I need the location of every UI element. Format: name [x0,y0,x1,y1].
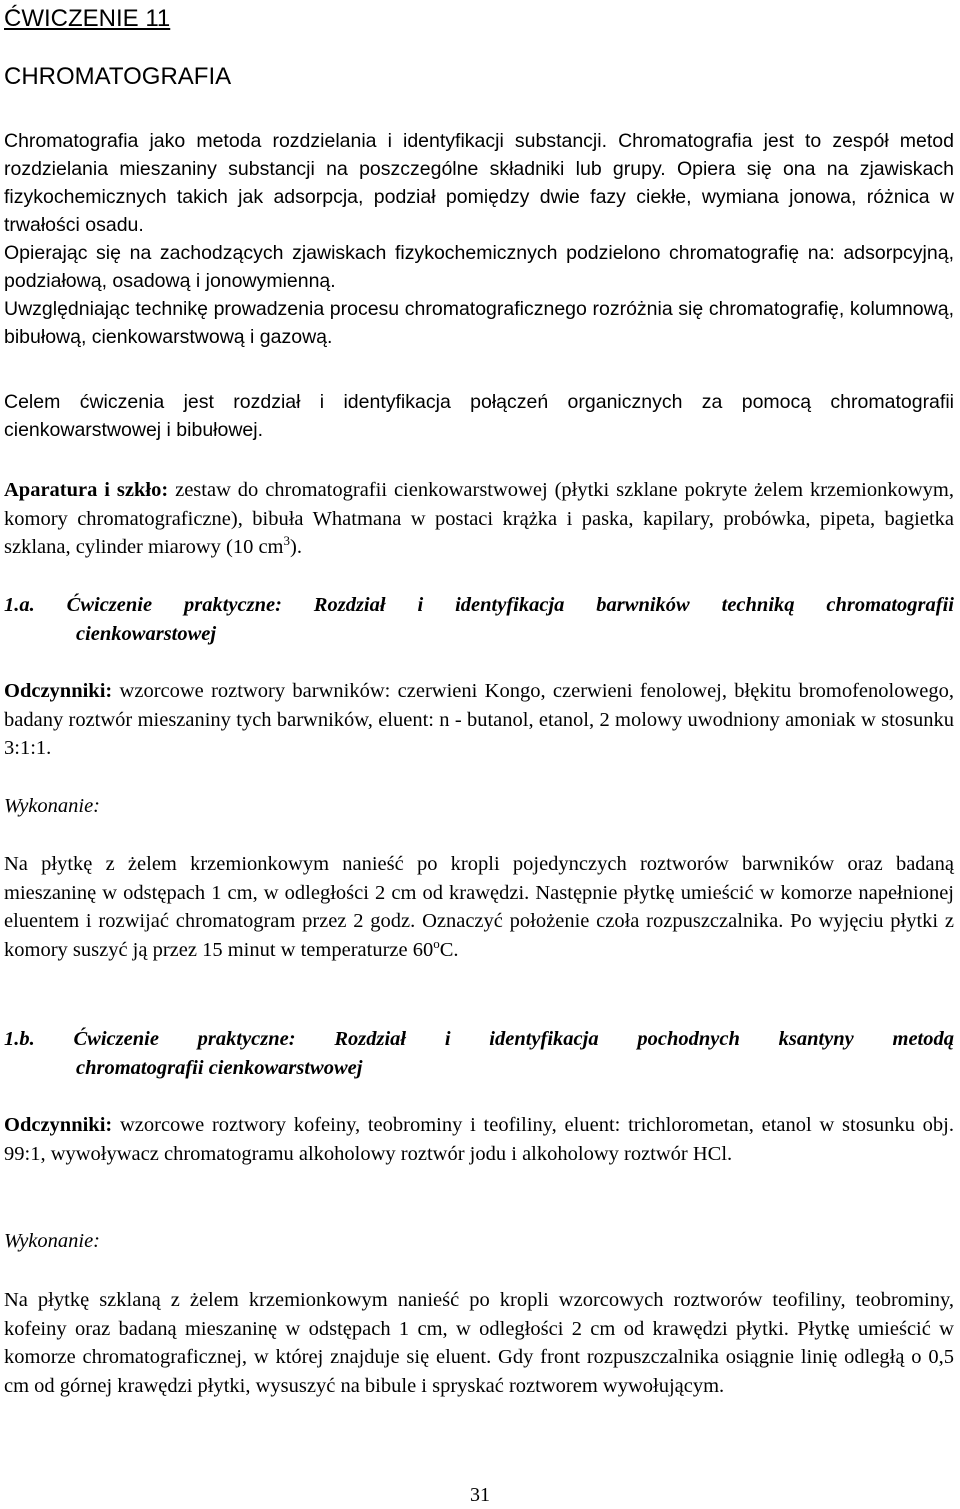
exercise-1a-title: Ćwiczenie praktyczne: Rozdział i identyfikacja barwników techniką chromatografii [66,594,954,616]
exercise-1a-number: 1.a. [4,594,35,616]
exercise-1a-title-cont: cienkowarstowej [76,622,217,645]
apparatus-end: ). [290,536,302,559]
reagents-label: Odczynniki: [4,1114,113,1136]
procedure-label: Wykonanie: [4,795,101,817]
reagents-text: wzorcowe roztwory kofeiny, teobrominy i teofiliny, eluent: trichlorometan, etanol w stosunku obj. 99:1, wywoływacz chromatogramu alkoholowy roztwór jodu i alkoholowy roztwór HCl. [4,1114,954,1165]
procedure-superscript: o [433,935,440,951]
apparatus-text: zestaw do chromatografii cienkowarstwowej (płytki szklane pokryte żelem krzemionkowym, komory chromatograficzne), bibuła Whatmana w postaci krążka i paska, kapilary, probówka, pipeta, bagietka szklana, cylinder miarowy (10 cm [4,479,954,559]
exercise-1a-procedure-label [4,792,954,821]
intro-paragraph-1: Chromatografia jako metoda rozdzielania i identyfikacji substancji. Chromatografia jest to zespół metod rozdzielania mieszaniny substancji na poszczególne składniki lub grupy. Opiera się ona na zjawiskach fizykochemicznych takich jak adsorpcja, podział pomiędzy dwie fazy ciekłe, wymiana jonowa, różnica w trwałości osadu. [4,130,954,236]
exercise-1b-title-cont: chromatografii cienkowarstwowej [76,1056,363,1079]
aim-paragraph: Celem ćwiczenia jest rozdział i identyfikacja połączeń organicznych za pomocą chromatografii cienkowarstwowej i bibułowej. [4,391,954,441]
intro-section [4,127,954,351]
page-number: 31 [470,1484,490,1506]
apparatus-paragraph [4,476,954,562]
exercise-1b-procedure [4,1286,954,1400]
procedure-end: C. [439,938,459,961]
procedure-text: Na płytkę z żelem krzemionkowym nanieść po kropli pojedynczych roztworów barwników oraz badaną mieszaninę w odstępach 1 cm, w odległości 2 cm od krawędzi. Następnie płytkę umieścić w komorze napełnionej eluentem i rozwijać chromatogram przez 2 godz. Oznaczyć położenie czoła rozpuszczalnika. Po wyjęciu płytki z komory suszyć ją przez 15 minut w temperaturze 60 [4,853,954,961]
apparatus-section [4,476,954,562]
apparatus-superscript: 3 [283,533,291,549]
exercise-1b-number: 1.b. [4,1028,35,1050]
exercise-heading: ĆWICZENIE 11 [4,5,171,32]
procedure-label: Wykonanie: [4,1230,101,1252]
exercise-1a-heading [4,591,954,648]
exercise-1b-procedure-label [4,1227,954,1256]
exercise-1a-procedure [4,850,954,964]
reagents-label: Odczynniki: [4,680,113,702]
intro-paragraph-3: Uwzględniając technikę prowadzenia procesu chromatograficznego rozróżnia się chromatografię, kolumnową, bibułową, cienkowarstwową i gazową. [4,298,954,348]
reagents-text: wzorcowe roztwory barwników: czerwieni Kongo, czerwieni fenolowej, błękitu bromofenolowego, badany roztwór mieszaniny tych barwników, eluent: n - butanol, etanol, 2 molowy uwodniony amoniak w stosunku 3:1:1. [4,680,954,760]
intro-paragraph-2: Opierając się na zachodzących zjawiskach fizykochemicznych podzielono chromatografię na: adsorpcyjną, podziałową, osadową i jonowymienną. [4,242,954,292]
exercise-1b-heading [4,1025,954,1082]
apparatus-label: Aparatura i szkło: [4,479,169,501]
page-title: CHROMATOGRAFIA [4,63,232,90]
exercise-1a-reagents [4,677,954,763]
procedure-text: Na płytkę szklaną z żelem krzemionkowym nanieść po kropli wzorcowych roztworów teofiliny, teobrominy, kofeiny oraz badaną mieszaninę w odstępach 1 cm, w odległości 2 cm od krawędzi płytki. Płytkę umieścić w komorze chromatograficznej, w której znajduje się eluent. Gdy front rozpuszczalnika osiągnie linię odległą o 0,5 cm od górnej krawędzi płytki, wysuszyć na bibule i spryskać roztworem wywołującym. [4,1289,954,1397]
aim-section [4,388,954,444]
exercise-1b-reagents [4,1111,954,1168]
exercise-1b-title: Ćwiczenie praktyczne: Rozdział i identyfikacja pochodnych ksantyny metodą [73,1028,954,1050]
